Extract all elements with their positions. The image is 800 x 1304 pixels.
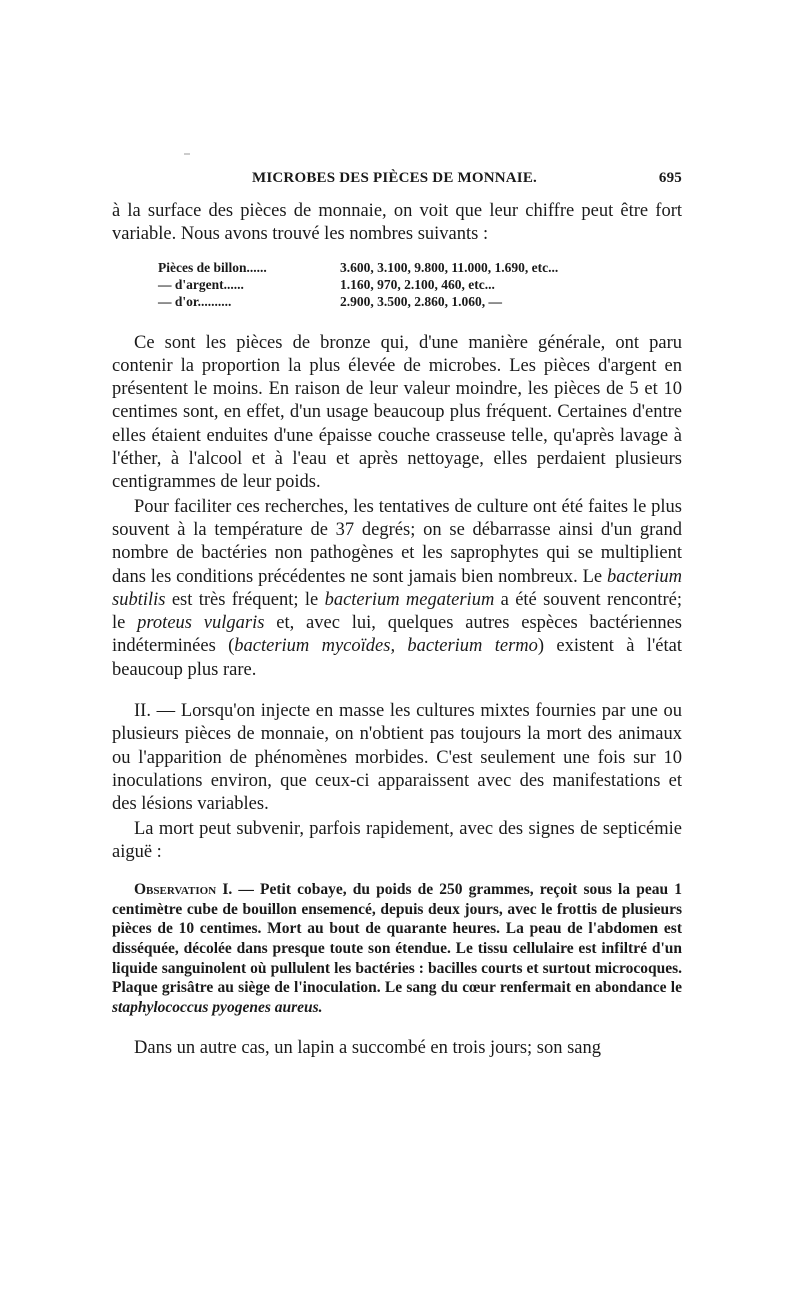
culture-text: et, avec lui, quelques autres espèces bactériennes indéterminées ( bbox=[112, 613, 682, 657]
row-values: 1.160, 970, 2.100, 460, etc... bbox=[340, 276, 495, 292]
table-row bbox=[158, 259, 558, 276]
page-number: 695 bbox=[658, 170, 682, 186]
death-paragraph: La mort peut subvenir, parfois rapidement, avec des signes de septicémie aiguë : bbox=[112, 818, 682, 862]
section-ii-paragraph: II. — Lorsqu'on injecte en masse les cultures mixtes fournies par une ou plusieurs pièces de monnaie, on n'obtient pas toujours la mort des animaux ou l'apparition de phénomènes morbides. C'est seulement une fois sur 10 inoculations environ, que ceux-ci apparaissent avec des manifestations et des lésions variables. bbox=[112, 701, 682, 815]
page-header bbox=[112, 170, 682, 192]
species-name: bacterium subtilis bbox=[112, 566, 682, 610]
table-row bbox=[158, 276, 558, 293]
row-values: 3.600, 3.100, 9.800, 11.000, 1.690, etc... bbox=[340, 259, 559, 275]
book-page bbox=[112, 170, 682, 1061]
bronze-paragraph: Ce sont les pièces de bronze qui, d'une manière générale, ont paru contenir la proportion la plus élevée de microbes. Les pièces d'argent en présentent le moins. En raison de leur valeur moindre, les pièces de 5 et 10 centimes sont, en effet, d'un usage beaucoup plus fréquent. Certaines d'entre elles étaient enduites d'une épaisse couche crasseuse telle, qu'après lavage à l'éther, à l'alcool et à l'eau et après nettoyage, elles perdaient plusieurs centigrammes de leur poids. bbox=[112, 332, 682, 493]
last-paragraph: Dans un autre cas, un lapin a succombé en trois jours; son sang bbox=[134, 1038, 602, 1059]
running-title: MICROBES DES PIÈCES DE MONNAIE. bbox=[252, 170, 537, 186]
species-name: staphylococcus pyogenes aureus. bbox=[112, 998, 323, 1016]
intro-paragraph: à la surface des pièces de monnaie, on voit que leur chiffre peut être fort variable. Nous avons trouvé les nombres suivants : bbox=[112, 201, 682, 245]
row-label: — d'or.......... bbox=[158, 293, 232, 309]
culture-text: a été souvent rencontré; le bbox=[112, 589, 682, 634]
observation-title: Observation I. bbox=[134, 881, 233, 899]
observation-text: — Petit cobaye, du poids de 250 grammes, reçoit sous la peau 1 centimètre cube de bouillon ensemencé, depuis deux jours, avec le frottis de plusieurs pièces de 10 centimes. Mort au bout de quarante heures. La peau de l'abdomen est disséquée, décolée dans presque toute son étendue. Le tissu cellulaire est infiltré d'un liquide sanguinolent où pullulent les bactéries : bacilles courts et surtout microcoques. Plaque grisâtre au siège de l'inoculation. Le sang du cœur renfermait en abondance le bbox=[112, 881, 682, 997]
culture-paragraph bbox=[112, 496, 682, 682]
scan-marks bbox=[180, 144, 200, 150]
coin-counts-table bbox=[158, 259, 558, 310]
culture-text: ) existent à l'état beaucoup plus rare. bbox=[112, 636, 682, 680]
spacer bbox=[112, 1017, 682, 1037]
row-values: 2.900, 3.500, 2.860, 1.060, — bbox=[340, 293, 502, 309]
culture-text: est très fréquent; le bbox=[165, 589, 325, 610]
culture-text: Pour faciliter ces recherches, les tentatives de culture ont été faites le plus souvent à la température de 37 degrés; on se débarrasse ainsi d'un grand nombre de bactéries non pathogènes et les saprophytes qui se multiplient dans les conditions précédentes ne sont jamais bien nombreux. Le bbox=[112, 496, 682, 587]
table-row bbox=[158, 293, 558, 310]
row-label: — d'argent...... bbox=[158, 276, 244, 292]
scan-specks-graphic bbox=[180, 151, 200, 157]
species-name: proteus vulgaris bbox=[137, 613, 265, 634]
row-label: Pièces de billon...... bbox=[158, 259, 267, 275]
species-name: bacterium megaterium bbox=[324, 589, 495, 610]
observation-paragraph bbox=[112, 880, 682, 1017]
species-name: bacterium mycoïdes, bacterium termo bbox=[234, 636, 538, 657]
